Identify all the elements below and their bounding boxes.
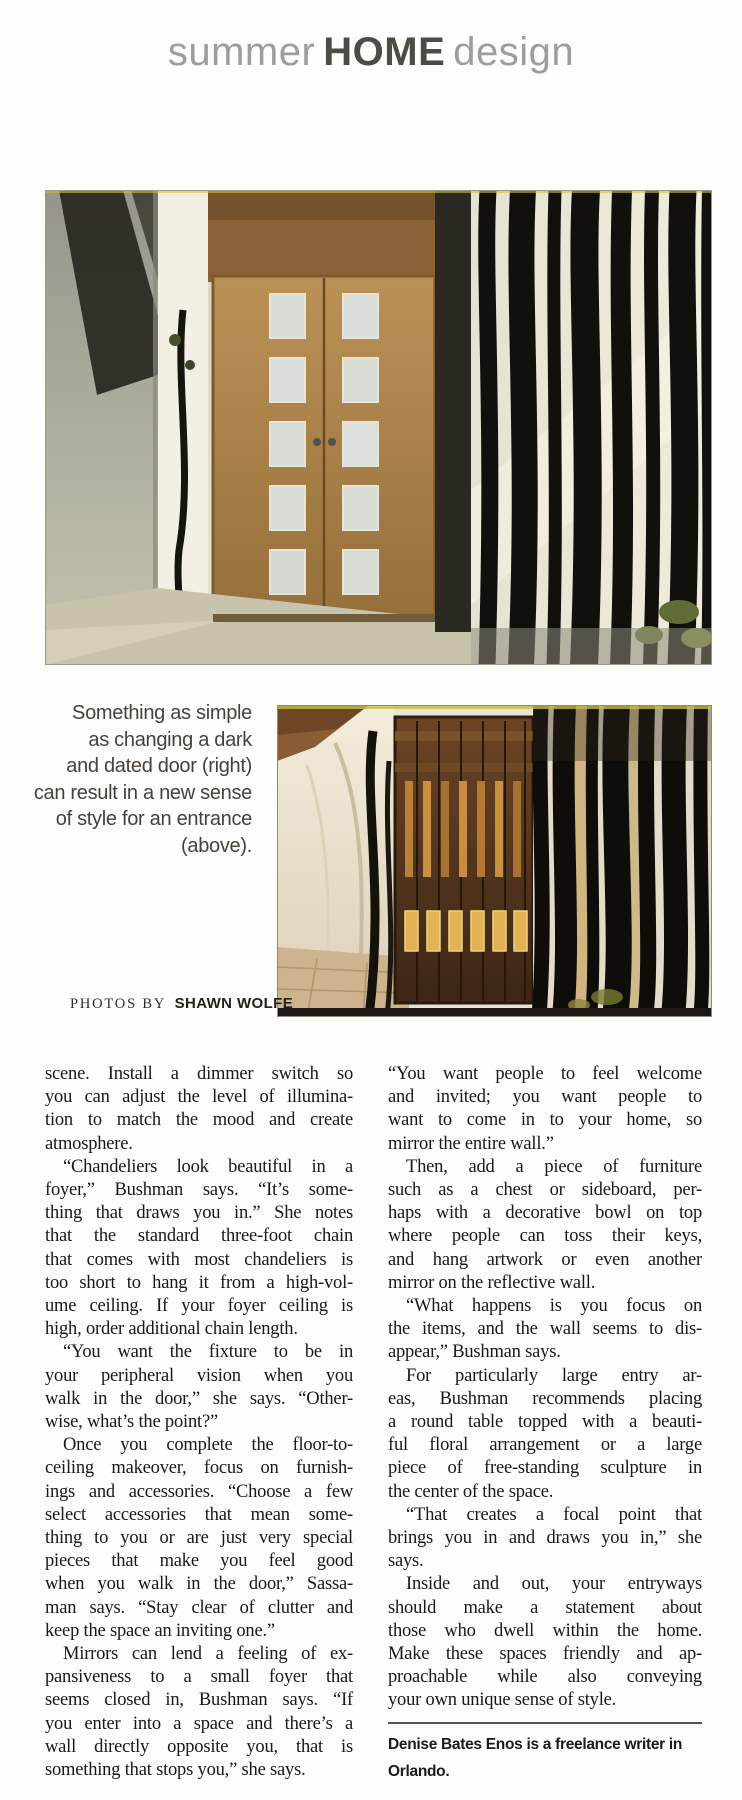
- author-credit-line: Denise Bates Enos is a freelance writer in: [388, 1735, 683, 1753]
- article-line: wise, what’s the point?”: [45, 1412, 218, 1433]
- caption-line: can result in a new sense: [33, 781, 252, 804]
- article-line: ings and accessories. “Choose a few: [45, 1481, 353, 1502]
- article-line: select accessories that mean some-: [45, 1504, 353, 1525]
- article-line: the center of the space.: [388, 1481, 554, 1502]
- article-line: where people can toss their keys,: [388, 1226, 702, 1247]
- article-line: seems closed in, Bushman says. “If: [45, 1690, 353, 1711]
- article-line: you can adjust the level of illumina-: [45, 1087, 353, 1108]
- article-line: ume ceiling. If your foyer ceiling is: [45, 1296, 353, 1317]
- author-divider: [388, 1722, 702, 1724]
- article-line: walk in the door,” she says. “Other-: [45, 1388, 353, 1409]
- title-word-summer: summer: [167, 30, 316, 74]
- article-line: Make these spaces friendly and ap-: [388, 1644, 702, 1665]
- page-title: [0, 28, 742, 76]
- article-line: foyer,” Bushman says. “It’s some-: [45, 1180, 353, 1201]
- article-line: tion to match the mood and create: [45, 1110, 353, 1131]
- photo-credit-name: SHAWN WOLFE: [174, 995, 294, 1012]
- title-word-home: HOME: [323, 30, 446, 74]
- photo-credit-prefix: PHOTOS BY: [70, 996, 167, 1012]
- article-line: For particularly large entry ar-: [406, 1365, 702, 1386]
- article-line: piece of free-standing sculpture in: [388, 1458, 702, 1479]
- article-line: scene. Install a dimmer switch so: [45, 1064, 353, 1084]
- article-line: “You want the fixture to be in: [63, 1342, 353, 1363]
- article-line: and hang artwork or even another: [388, 1249, 702, 1270]
- caption-line: Something as simple: [72, 702, 252, 724]
- article-line: a round table topped with a beauti-: [388, 1412, 702, 1433]
- article-line: Then, add a piece of furniture: [406, 1156, 702, 1177]
- article-column-left: [45, 1063, 353, 1782]
- caption-line: of style for an entrance: [55, 808, 252, 830]
- article-line: proachable while also conveying: [388, 1667, 702, 1688]
- article-line: keep the space an inviting one.”: [45, 1620, 275, 1641]
- caption-line: and dated door (right): [66, 755, 252, 777]
- article-line: man says. “Stay clear of clutter and: [45, 1597, 353, 1618]
- article-line: “You want people to feel welcome: [388, 1064, 702, 1084]
- article-line: something that stops you,” she says.: [45, 1760, 306, 1781]
- photo-credit: [70, 995, 293, 1013]
- article-line: ceiling makeover, focus on furnish-: [45, 1458, 353, 1479]
- photo-caption: [16, 700, 252, 859]
- article-line: thing that draws you in.” She notes: [45, 1203, 353, 1224]
- article-line: wall directly opposite you, that is: [45, 1736, 353, 1757]
- article-line: eas, Bushman recommends placing: [388, 1388, 702, 1409]
- article-line: should make a statement about: [388, 1597, 702, 1618]
- article-line: pansiveness to a small foyer that: [45, 1667, 353, 1688]
- caption-line: (above).: [181, 834, 252, 857]
- author-credit-line: Orlando.: [388, 1763, 450, 1781]
- article-line: thing to you or are just very special: [45, 1528, 353, 1549]
- article-line: appear,” Bushman says.: [388, 1342, 561, 1363]
- article-line: the items, and the wall seems to dis-: [388, 1319, 702, 1340]
- caption-line: as changing a dark: [88, 728, 252, 751]
- article-line: Mirrors can lend a feeling of ex-: [63, 1644, 353, 1665]
- article-line: mirror on the reflective wall.: [388, 1272, 596, 1293]
- article-line: too short to hang it from a high-vol-: [45, 1272, 353, 1293]
- article-line: “What happens is you focus on: [406, 1296, 702, 1317]
- article-line: high, order additional chain length.: [45, 1319, 298, 1340]
- article-line: such as a chest or sideboard, per-: [388, 1180, 702, 1201]
- article-line: want to come in to your home, so: [388, 1110, 702, 1131]
- article-line: Once you complete the floor-to-: [63, 1435, 353, 1456]
- entrance-photo-top: [45, 190, 712, 665]
- article-line: “That creates a focal point that: [406, 1504, 702, 1525]
- article-line: your peripheral vision when you: [45, 1365, 353, 1386]
- article-line: you enter into a space and there’s a: [45, 1713, 353, 1734]
- article-line: Inside and out, your entryways: [406, 1574, 702, 1595]
- article-line: atmosphere.: [45, 1133, 133, 1154]
- article-line: haps with a decorative bowl on top: [388, 1203, 702, 1224]
- article-line: when you walk in the door,” Sassa-: [45, 1574, 353, 1595]
- article-line: that the standard three-foot chain: [45, 1226, 353, 1247]
- article-line: and invited; you want people to: [388, 1087, 702, 1108]
- article-line: says.: [388, 1551, 424, 1572]
- article-line: brings you in and draws you in,” she: [388, 1528, 702, 1549]
- article-line: pieces that make you feel good: [45, 1551, 353, 1572]
- article-column-right: [388, 1063, 702, 1786]
- door-photo-bottom-image: [277, 705, 712, 1017]
- article-column-right-lines: [388, 1063, 702, 1713]
- article-line: those who dwell within the home.: [388, 1620, 702, 1641]
- article-line: that comes with most chandeliers is: [45, 1249, 353, 1270]
- entrance-photo-top-image: [45, 190, 712, 665]
- article-line: your own unique sense of style.: [388, 1690, 617, 1711]
- title-word-design: design: [453, 30, 575, 74]
- article-line: ful floral arrangement or a large: [388, 1435, 702, 1456]
- door-photo-bottom: [277, 705, 712, 1017]
- article-line: mirror the entire wall.”: [388, 1133, 554, 1154]
- article-line: “Chandeliers look beautiful in a: [63, 1156, 353, 1177]
- article-column-left-lines: [45, 1063, 353, 1782]
